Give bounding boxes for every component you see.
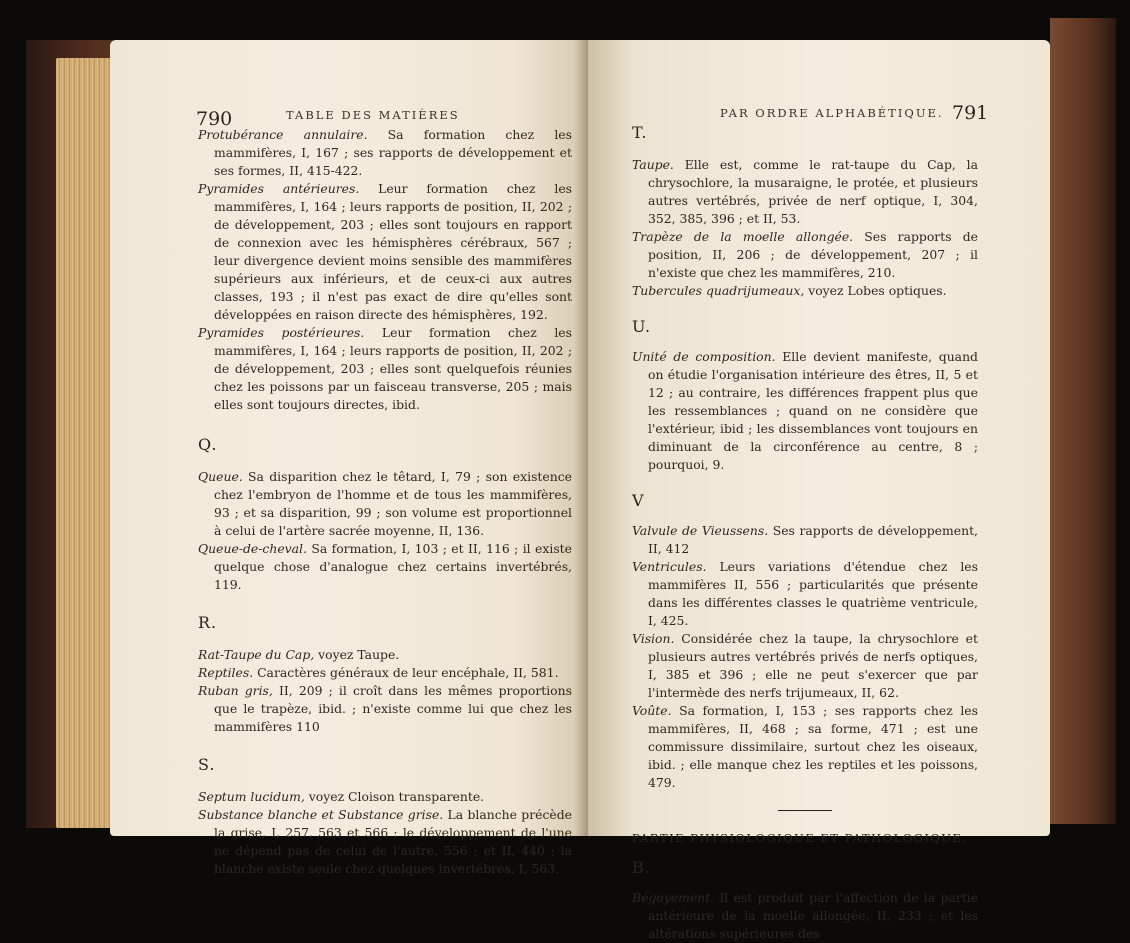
book-cover-right: [1050, 18, 1116, 824]
section-heading-s: S.: [198, 755, 216, 774]
entry-voute: Voûte. Sa formation, I, 153 ; ses rapports chez les mammifères, II, 468 ; sa forme, 471 ; est une commissure dissimilaire, surtout chez les oiseaux, ibid. ; elle manque chez les reptiles et les poissons, 479.: [632, 703, 978, 790]
section-q: [198, 468, 572, 594]
entry-tubercules: Tubercules quadrijumeaux, voyez Lobes optiques.: [632, 283, 947, 298]
left-column: [198, 126, 572, 878]
entry-ruban-gris: Ruban gris, II, 209 ; il croît dans les mêmes proportions que le trapèze, ibid. ; n'existe comme lui que chez les mammifères 110: [198, 683, 572, 734]
entry-septum-lucidum: Septum lucidum, voyez Cloison transparente.: [198, 789, 485, 804]
entry-reptiles: Reptiles. Caractères généraux de leur encéphale, II, 581.: [198, 665, 559, 680]
entry-unite: Unité de composition. Elle devient manifeste, quand on étudie l'organisation intérieure des êtres, II, 5 et 12 ; au contraire, les différences frappent plus que les ressemblances ; quand on ne considère que l'extérieur, ibid ; les dissemblances vont toujours en diminuant de la circonférence au centre, 8 ; pourquoi, 9.: [632, 349, 978, 472]
section-heading-r: R.: [198, 613, 218, 632]
entry-begayement: Bégayement. Il est produit par l'affection de la partie antérieure de la moelle allongée, II, 233 ; et les altérations supérieures des: [632, 890, 978, 941]
section-t: [632, 156, 978, 300]
entry-rat-taupe: Rat-Taupe du Cap, voyez Taupe.: [198, 647, 400, 662]
page-number: 790: [196, 108, 233, 130]
entry-pyramides-anterieures: Pyramides antérieures. Leur formation chez les mammifères, I, 164 ; leurs rapports de position, II, 202 ; de développement, 203 ; elles sont toujours en rapport de connexion avec les hémisphères cérébraux, 567 ; leur divergence devient moins sensible des mammifères supérieurs aux inférieurs, et de ceux-ci aux autres classes, 193 ; il n'est pas exact de dire qu'elles sont développées en raison directe des hémisphères, 192.: [198, 181, 573, 322]
section-heading-v: V: [632, 491, 645, 510]
section-s: [198, 788, 572, 878]
section-v: [632, 522, 978, 792]
section-heading-t: T.: [632, 123, 648, 142]
entry-taupe: Taupe. Elle est, comme le rat-taupe du Cap, la chrysochlore, la musaraigne, le protée, et plusieurs autres vertébrés, privée de nerf optique, I, 304, 352, 385, 396 ; et II, 53.: [632, 157, 978, 226]
page-edges: [56, 58, 118, 828]
right-column: [632, 124, 978, 943]
entry-valvule: Valvule de Vieussens. Ses rapports de développement, II, 412: [632, 523, 978, 556]
entry-substance: Substance blanche et Substance grise. La blanche précède la grise, I, 257, 563 et 566 ; le développement de l'une ne dépend pas de celui de l'autre, 556 ; et II, 440 ; la blanche existe seule chez quelques invertébrés, I, 563.: [198, 807, 572, 876]
entry-trapeze: Trapèze de la moelle allongée. Ses rapports de position, II, 206 ; de développement, 207 ; il n'existe que chez les mammifères, 210.: [632, 229, 978, 280]
section-heading-u: U.: [632, 317, 652, 336]
right-page: [588, 40, 1050, 941]
entry-vision: Vision. Considérée chez la taupe, la chrysochlore et plusieurs autres vertébrés privés de nerfs optiques, I, 385 et 396 ; elle ne peut s'exercer que par l'intermède des nerfs trijumeaux, II, 62.: [632, 631, 978, 700]
section-heading-q: Q.: [198, 435, 218, 454]
running-head: TABLE DES MATIÈRES: [286, 108, 460, 122]
section-u: [632, 348, 978, 474]
entry-queue: Queue. Sa disparition chez le têtard, I, 79 ; son existence chez l'embryon de l'homme et de tous les mammifères, 93 ; et sa disparition, 99 ; son volume est proportionnel à celui de l'artère sacrée moyenne, II, 136.: [198, 469, 572, 538]
page-number: 791: [952, 102, 989, 124]
section-heading-b: B.: [632, 858, 651, 877]
part-title: PARTIE PHYSIOLOGIQUE ET PATHOLOGIQUE.: [632, 831, 968, 845]
left-page: [110, 40, 588, 876]
entry-pyramides-posterieures: Pyramides postérieures. Leur formation chez les mammifères, I, 164 ; leurs rapports de position, II, 202 ; de développement, 203 ; elles sont quelquefois réunies chez les poissons par un faisceau transverse, 205 ; mais elles sont toujours directes, ibid.: [198, 325, 572, 412]
section-p: [198, 126, 572, 414]
entry-queue-de-cheval: Queue-de-cheval. Sa formation, I, 103 ; et II, 116 ; il existe quelque chose d'analogue chez certains invertébrés, 119.: [198, 541, 572, 592]
section-r: [198, 646, 572, 736]
running-head: PAR ORDRE ALPHABÉTIQUE.: [720, 106, 944, 120]
entry-ventricules: Ventricules. Leurs variations d'étendue chez les mammifères II, 556 ; particularités que présente dans les différentes classes le quatrième ventricule, I, 425.: [632, 559, 978, 628]
section-b: [632, 889, 978, 943]
entry-protuberance: Protubérance annulaire. Sa formation chez les mammifères, I, 167 ; ses rapports de développement et ses formes, II, 415-422.: [198, 127, 572, 178]
